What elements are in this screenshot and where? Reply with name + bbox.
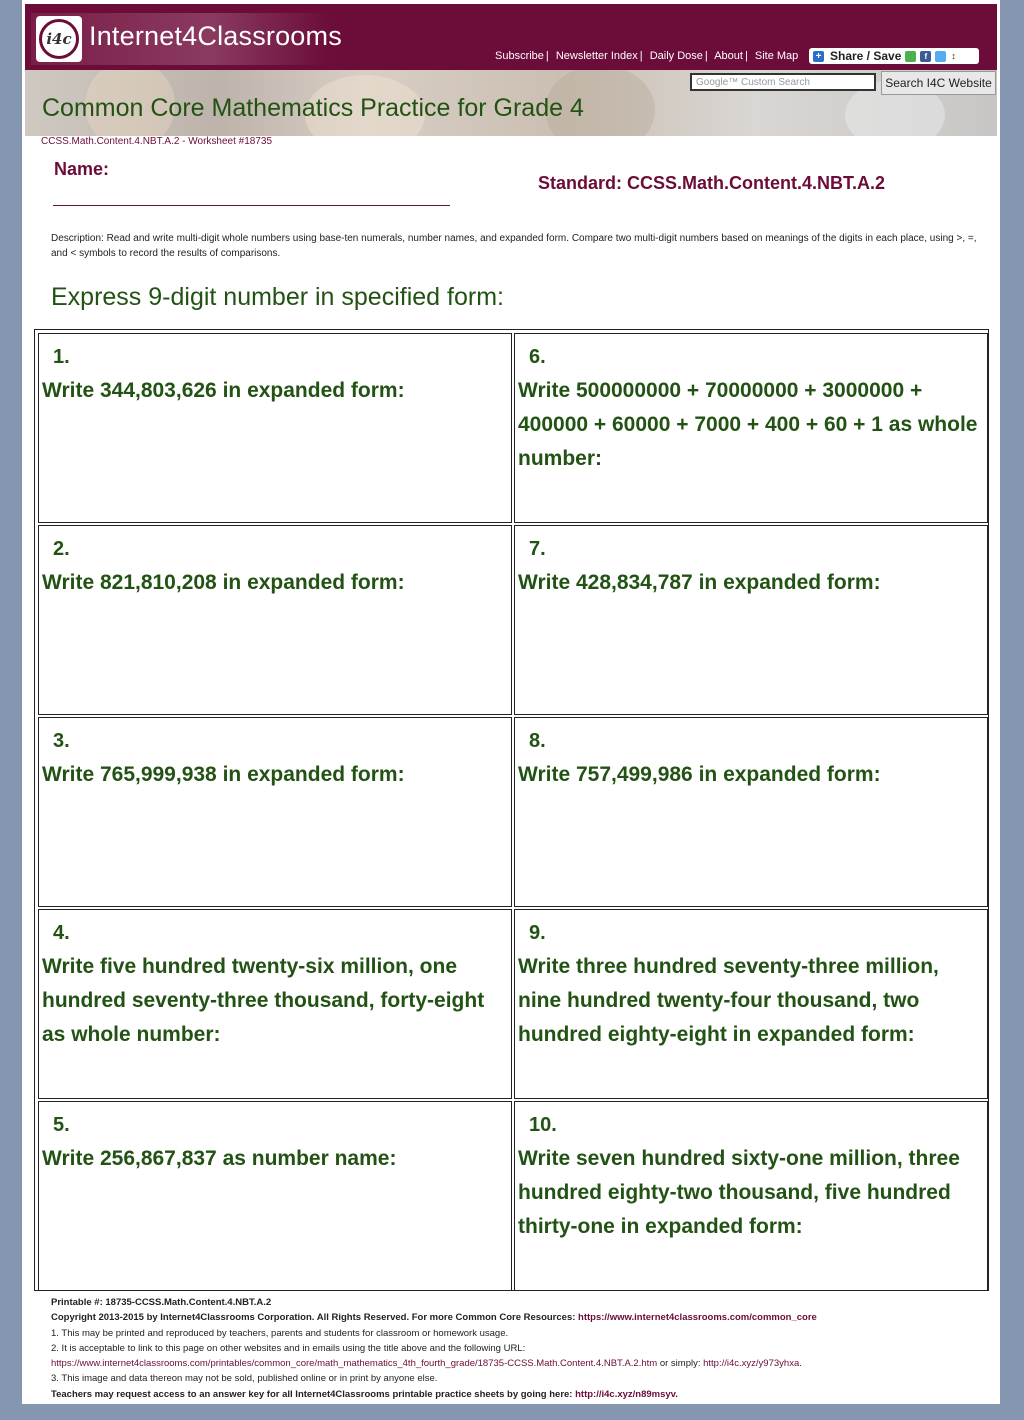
question-number: 5. xyxy=(53,1114,70,1136)
share-save-button[interactable] xyxy=(809,48,979,64)
question-text: Write seven hundred sixty-one million, three hundred eighty-two thousand, five hundred thirty-one in expanded form: xyxy=(518,1147,960,1238)
question-cell xyxy=(38,717,512,907)
top-nav: Subscribe | Newsletter Index | Daily Dose | About | Site Map xyxy=(495,50,799,62)
logo-badge-icon: i4c xyxy=(36,16,82,62)
nav-link-newsletter-index[interactable]: Newsletter Index xyxy=(555,50,638,62)
logo-text: Internet4Classrooms xyxy=(89,21,342,51)
usage-note-2: 2. It is acceptable to link to this page on other websites and in emails using the title above and the following URL: xyxy=(51,1342,526,1354)
worksheet-page xyxy=(22,0,1000,1404)
printable-number: Printable #: 18735-CCSS.Math.Content.4.NBT.A.2 xyxy=(51,1297,272,1308)
question-cell xyxy=(38,909,512,1099)
or-simply-text: or simply: xyxy=(659,1358,701,1370)
question-number: 9. xyxy=(529,922,546,944)
usage-note-1: 1. This may be printed and reproduced by teachers, parents and students for classroom or homework usage. xyxy=(51,1327,509,1339)
nav-link-daily-dose[interactable]: Daily Dose xyxy=(649,50,703,62)
question-text: Write five hundred twenty-six million, one hundred seventy-three thousand, forty-eight as whole number: xyxy=(42,955,485,1046)
email-icon xyxy=(905,51,916,62)
question-text: Write 757,499,986 in expanded form: xyxy=(518,763,881,786)
plus-icon: + xyxy=(813,51,824,62)
usage-note-3: 3. This image and data thereon may not be sold, published online or in print by anyone else. xyxy=(51,1373,438,1385)
question-cell xyxy=(514,909,988,1099)
question-cell xyxy=(38,525,512,715)
question-cell xyxy=(514,333,988,523)
site-logo[interactable] xyxy=(31,13,342,65)
question-text: Write 428,834,787 in expanded form: xyxy=(518,571,881,594)
title-banner xyxy=(25,70,997,136)
question-number: 1. xyxy=(53,346,70,368)
question-number: 8. xyxy=(529,730,546,752)
footer: Printable #: 18735-CCSS.Math.Content.4.NBT.A.2 Copyright 2013-2015 by Internet4Classrooms Corporation. All Rights Reserved. For more Common Core Resources: https://www.internet4classrooms.com/common_core 1. This may be printed and reproduced by teachers, parents and students for classroom or homework usage. 2. It is acceptable to link to this page on other websites and in emails using the title above and the following URL: https://www.internet4classrooms.com/printables/common_core/math_mathematics_4th_fourth_grade/18735-CCSS.Math.Content.4.NBT.A.2.htm or simply: http://i4c.xyz/y973yhxa. 3. This image and data thereon may not be sold, published online or in print by anyone else. Teachers may request access to an answer key for all Internet4Classrooms printable practice sheets by going here: http://i4c.xyz/n89msyv. xyxy=(51,1295,996,1402)
question-number: 10. xyxy=(529,1114,557,1136)
facebook-icon: f xyxy=(920,51,931,62)
twitter-icon xyxy=(935,51,946,62)
answer-key-text: Teachers may request access to an answer key for all Internet4Classrooms printable practice sheets by going here: xyxy=(51,1388,573,1400)
standard-label: Standard: CCSS.Math.Content.4.NBT.A.2 xyxy=(538,173,886,193)
page-title: Common Core Mathematics Practice for Grade 4 xyxy=(42,94,584,122)
question-text: Write 256,867,837 as number name: xyxy=(42,1147,397,1170)
share-label: Share / Save xyxy=(830,49,902,63)
short-url-link[interactable]: http://i4c.xyz/y973yhxa xyxy=(703,1358,800,1370)
breadcrumb: CCSS.Math.Content.4.NBT.A.2 - Worksheet #18735 xyxy=(41,136,273,147)
question-grid xyxy=(34,329,989,1291)
search-input[interactable]: Google™ Custom Search xyxy=(690,73,876,91)
question-text: Write 765,999,938 in expanded form: xyxy=(42,763,405,786)
question-text: Write 500000000 + 70000000 + 3000000 + 400000 + 60000 + 7000 + 400 + 60 + 1 as whole number: xyxy=(518,379,978,470)
nav-link-about[interactable]: About xyxy=(714,50,743,62)
question-cell xyxy=(514,525,988,715)
question-text: Write three hundred seventy-three million, nine hundred twenty-four thousand, two hundred eighty-eight in expanded form: xyxy=(518,955,939,1046)
question-cell xyxy=(38,1101,512,1291)
question-cell xyxy=(514,1101,988,1291)
section-heading: Express 9-digit number in specified form: xyxy=(51,283,504,311)
description: Description: Read and write multi-digit whole numbers using base-ten numerals, number names, and expanded form. Compare two multi-digit numbers based on meanings of the digits in each place, using >, =, and < symbols to record the results of comparisons. xyxy=(51,233,977,259)
chevron-updown-icon: ↕ xyxy=(951,51,956,61)
worksheet-url-link[interactable]: https://www.internet4classrooms.com/printables/common_core/math_mathematics_4th_fourth_grade/18735-CCSS.Math.Content.4.NBT.A.2.htm xyxy=(51,1358,658,1370)
question-number: 4. xyxy=(53,922,70,944)
copyright-text: Copyright 2013-2015 by Internet4Classrooms Corporation. All Rights Reserved. For more Common Core Resources: xyxy=(51,1312,576,1324)
common-core-link[interactable]: https://www.internet4classrooms.com/common_core xyxy=(578,1312,817,1324)
answer-key-link[interactable]: http://i4c.xyz/n89msyv xyxy=(575,1388,676,1400)
site-header xyxy=(25,4,997,70)
question-cell xyxy=(38,333,512,523)
question-number: 2. xyxy=(53,538,70,560)
name-blank-line xyxy=(53,205,450,206)
question-text: Write 821,810,208 in expanded form: xyxy=(42,571,405,594)
question-number: 3. xyxy=(53,730,70,752)
name-label: Name: xyxy=(54,159,110,179)
question-cell xyxy=(514,717,988,907)
search-button[interactable]: Search I4C Website xyxy=(881,71,996,95)
question-number: 6. xyxy=(529,346,546,368)
question-text: Write 344,803,626 in expanded form: xyxy=(42,379,405,402)
question-number: 7. xyxy=(529,538,546,560)
nav-link-subscribe[interactable]: Subscribe xyxy=(495,50,544,62)
nav-link-site-map[interactable]: Site Map xyxy=(754,50,799,62)
